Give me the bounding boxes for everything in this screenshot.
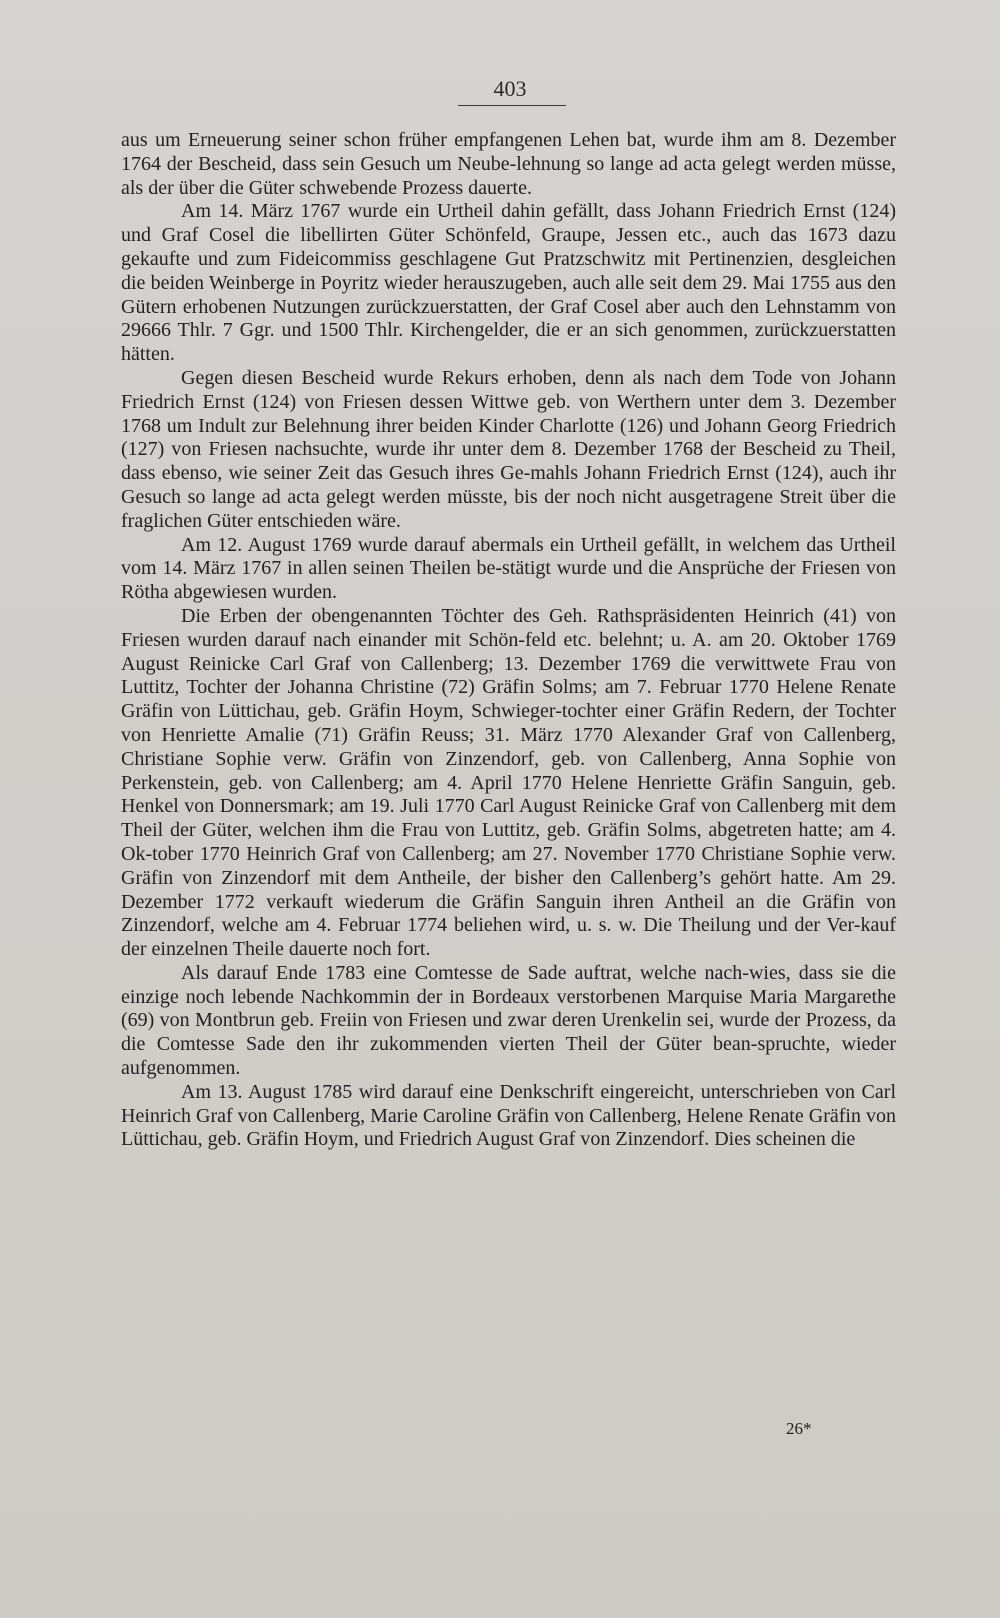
paragraph: Am 13. August 1785 wird darauf eine Denkschrift eingereicht, unterschrieben von Carl Heinrich Graf von Callenberg, Marie Caroline Gräfin von Callenberg, Helene Renate Gräfin von Lüttichau, geb. Gräfin Hoym, und Friedrich August Graf von Zinzendorf. Dies scheinen die (121, 1080, 896, 1151)
paragraph: Gegen diesen Bescheid wurde Rekurs erhoben, denn als nach dem Tode von Johann Friedrich Ernst (124) von Friesen dessen Wittwe geb. von Werthern unter dem 3. Dezember 1768 um Indult zur Belehnung ihrer beiden Kinder Charlotte (126) und Johann Georg Friedrich (127) von Friesen nachsuchte, wurde ihr unter dem 8. Dezember 1768 der Bescheid zu Theil, dass ebenso, wie seiner Zeit das Gesuch ihres Ge-mahls Johann Friedrich Ernst (124), auch ihr Gesuch so lange ad acta gelegt werden müsste, bis der noch nicht ausgetragene Streit über die fraglichen Güter entschieden wäre. (121, 366, 896, 532)
page-number: 403 (493, 76, 527, 101)
paragraph: Am 14. März 1767 wurde ein Urtheil dahin gefällt, dass Johann Friedrich Ernst (124) und Graf Cosel die libellirten Güter Schönfeld, Graupe, Jessen etc., auch das 1673 dazu gekaufte und zum Fideicommiss geschlagene Gut Pratzschwitz mit Pertinenzien, desgleichen die beiden Weinberge in Poyritz wieder herauszugeben, auch alle seit dem 29. Mai 1755 aus den Gütern erhobenen Nutzungen zurückzuerstatten, der Graf Cosel aber auch den Lehnstamm von 29666 Thlr. 7 Ggr. und 1500 Thlr. Kirchengelder, die er an sich genommen, zurückzuerstatten hätten. (121, 200, 896, 366)
body-text (121, 129, 896, 1152)
paragraph: Am 12. August 1769 wurde darauf abermals ein Urtheil gefällt, in welchem das Urtheil vom 14. März 1767 in allen seinen Theilen be-stätigt wurde und die Ansprüche der Friesen von Rötha abgewiesen wurden. (121, 533, 896, 604)
paragraph: Die Erben der obengenannten Töchter des Geh. Rathspräsidenten Heinrich (41) von Friesen wurden darauf nach einander mit Schön-feld etc. belehnt; u. A. am 20. Oktober 1769 August Reinicke Carl Graf von Callenberg; 13. Dezember 1769 die verwittwete Frau von Luttitz, Tochter der Johanna Christine (72) Gräfin Solms; am 7. Februar 1770 Helene Renate Gräfin von Lüttichau, geb. Gräfin Hoym, Schwieger-tochter einer Gräfin Redern, der Tochter von Henriette Amalie (71) Gräfin Reuss; 31. März 1770 Alexander Graf von Callenberg, Christiane Sophie verw. Gräfin von Zinzendorf, geb. von Callenberg, Anna Sophie von Perkenstein, geb. von Callenberg; am 4. April 1770 Helene Henriette Gräfin Sanguin, geb. Henkel von Donnersmark; am 19. Juli 1770 Carl August Reinicke Graf von Callenberg mit dem Theil der Güter, welchen ihm die Frau von Luttitz, geb. Gräfin Solms, abgetreten hatte; am 4. Ok-tober 1770 Heinrich Graf von Callenberg; am 27. November 1770 Christiane Sophie verw. Gräfin von Zinzendorf mit dem Antheile, der bisher den Callenberg’s gehört hatte. Am 29. Dezember 1772 verkauft wiederum die Gräfin Sanguin ihren Antheil an die Gräfin von Zinzendorf, welche am 4. Februar 1774 beliehen wird, u. s. w. Die Theilung und der Ver-kauf der einzelnen Theile dauerte noch fort. (121, 604, 896, 961)
paragraph: Als darauf Ende 1783 eine Comtesse de Sade auftrat, welche nach-wies, dass sie die einzige noch lebende Nachkommin der in Bordeaux verstorbenen Marquise Maria Margarethe (69) von Montbrun geb. Freiin von Friesen und zwar deren Urenkelin sei, wurde der Prozess, da die Comtesse Sade den ihr zukommenden vierten Theil der Güter bean-spruchte, wieder aufgenommen. (121, 961, 896, 1080)
paragraph: aus um Erneuerung seiner schon früher empfangenen Lehen bat, wurde ihm am 8. Dezember 1764 der Bescheid, dass sein Gesuch um Neube-lehnung so lange ad acta gelegt werden müsse, als der über die Güter schwebende Prozess dauerte. (121, 129, 896, 199)
signature-mark: 26* (786, 1419, 812, 1438)
header-rule (458, 105, 566, 106)
